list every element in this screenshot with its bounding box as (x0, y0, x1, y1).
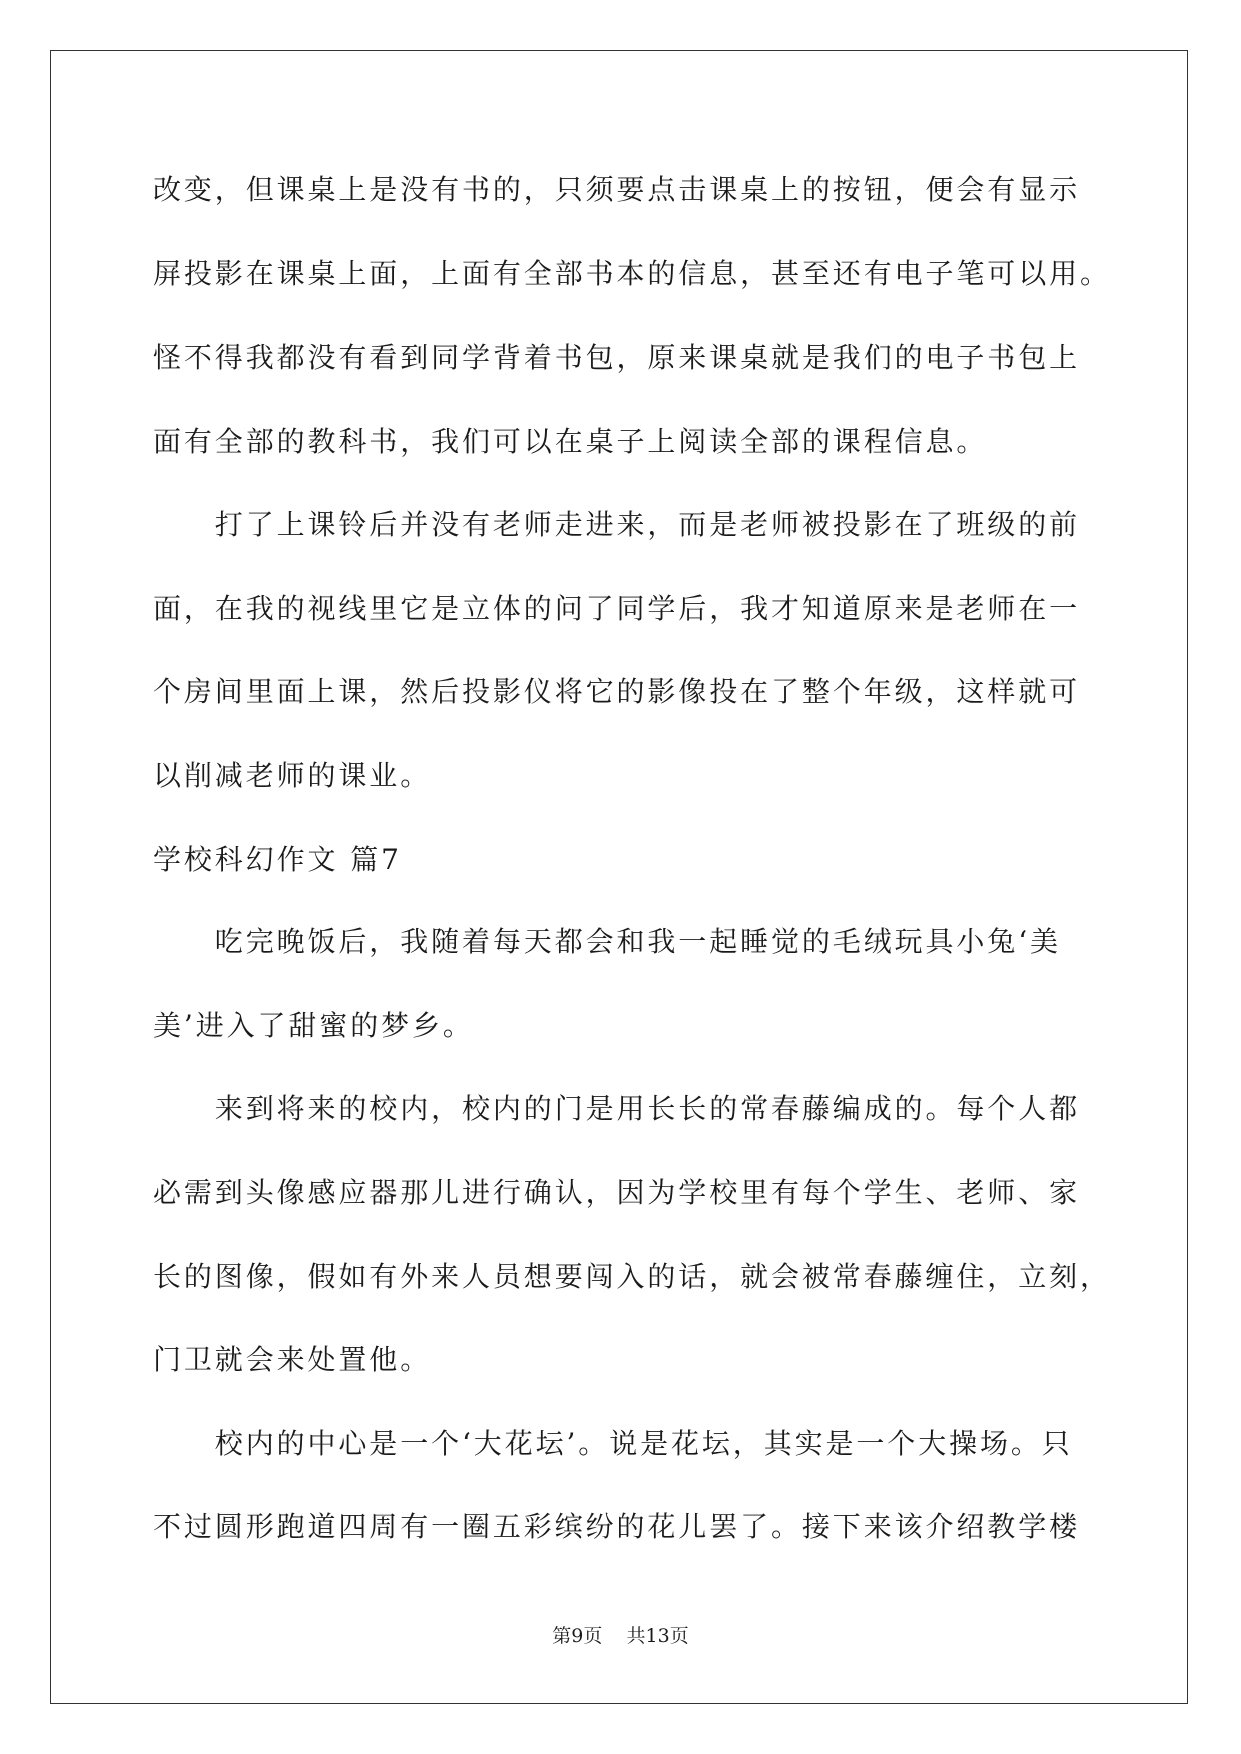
text-line: 吃完晚饭后，我随着每天都会和我一起睡觉的毛绒玩具小兔‘美 (153, 925, 1061, 958)
text-line: 面有全部的教科书，我们可以在桌子上阅读全部的课程信息。 (153, 425, 988, 458)
page-total: 共13页 (626, 1625, 689, 1647)
text-line: 面，在我的视线里它是立体的问了同学后，我才知道原来是老师在一 (153, 592, 1081, 625)
text-line: 打了上课铃后并没有老师走进来，而是老师被投影在了班级的前 (153, 508, 1081, 541)
page-footer (0, 1624, 1241, 1648)
text-line: 长的图像，假如有外来人员想要闯入的话，就会被常春藤缠住，立刻， (153, 1260, 1111, 1293)
text-line: 屏投影在课桌上面，上面有全部书本的信息，甚至还有电子笔可以用。 (153, 257, 1111, 290)
text-line: 校内的中心是一个‘大花坛’。说是花坛，其实是一个大操场。只 (153, 1427, 1073, 1460)
text-line: 改变，但课桌上是没有书的，只须要点击课桌上的按钮，便会有显示 (153, 173, 1081, 206)
text-line: 个房间里面上课，然后投影仪将它的影像投在了整个年级，这样就可 (153, 675, 1081, 708)
text-line: 美’进入了甜蜜的梦乡。 (153, 1009, 474, 1042)
page-number: 第9页 (552, 1625, 603, 1647)
text-line: 怪不得我都没有看到同学背着书包，原来课桌就是我们的电子书包上 (153, 341, 1081, 374)
text-line: 必需到头像感应器那儿进行确认，因为学校里有每个学生、老师、家 (153, 1176, 1081, 1209)
text-line: 以削减老师的课业。 (153, 759, 432, 792)
text-line: 不过圆形跑道四周有一圈五彩缤纷的花儿罢了。接下来该介绍教学楼 (153, 1510, 1081, 1543)
text-line: 门卫就会来处置他。 (153, 1343, 432, 1376)
section-heading: 学校科幻作文 篇7 (153, 843, 402, 876)
text-line: 来到将来的校内，校内的门是用长长的常春藤编成的。每个人都 (153, 1092, 1081, 1125)
